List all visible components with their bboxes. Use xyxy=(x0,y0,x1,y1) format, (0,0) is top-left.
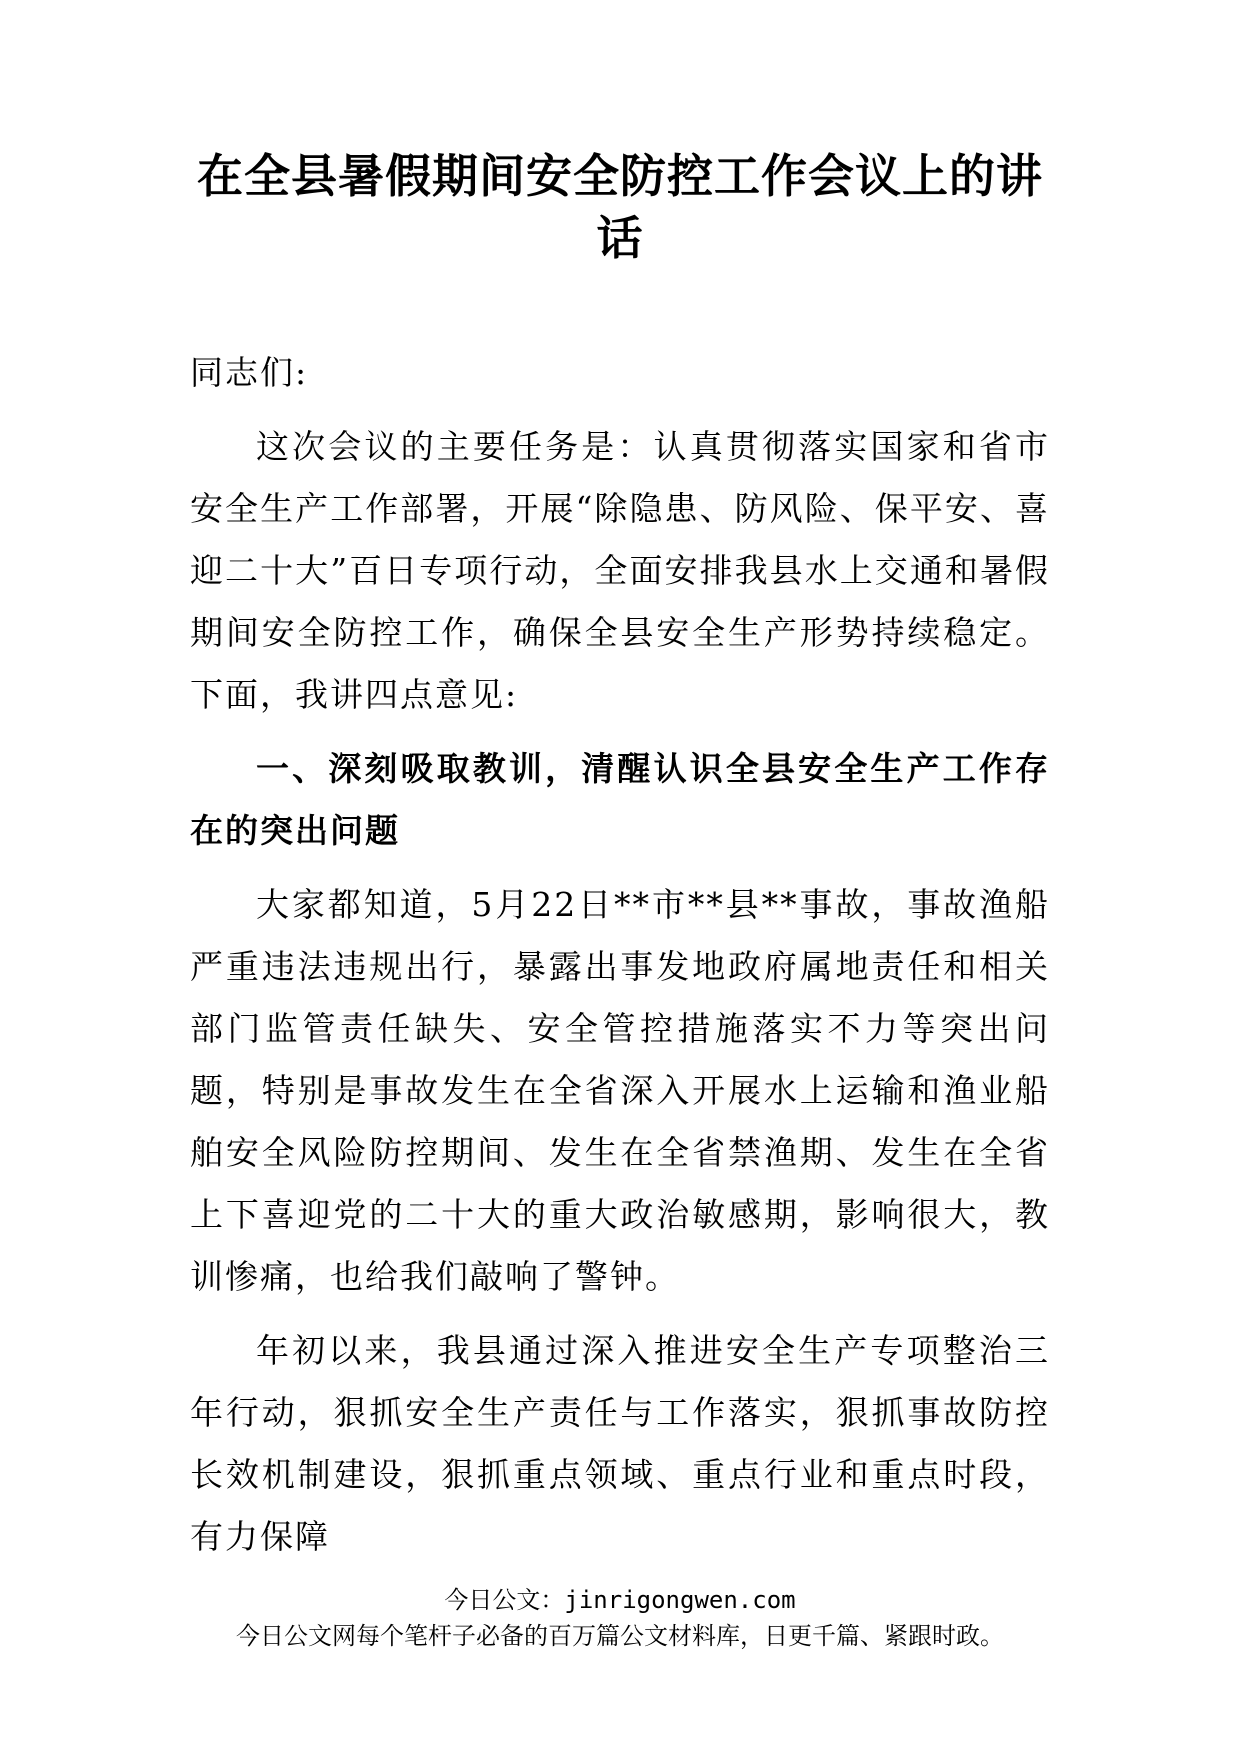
footer-site-label: 今日公文： xyxy=(444,1586,565,1614)
salutation: 同志们: xyxy=(190,353,309,392)
document-body xyxy=(190,342,1050,1580)
section-heading-1: 一、深刻吸取教训，清醒认识全县安全生产工作存在的突出问题 xyxy=(190,749,1050,850)
page-footer xyxy=(0,1582,1240,1654)
footer-slogan: 今日公文网每个笔杆子必备的百万篇公文材料库，日更千篇、紧跟时政。 xyxy=(236,1622,1004,1650)
document-title: 在全县暑假期间安全防控工作会议上的讲话 xyxy=(197,149,1043,265)
paragraph-accident: 大家都知道，5月22日**市**县**事故，事故渔船严重违法违规出行，暴露出事发地政府属地责任和相关部门监管责任缺失、安全管控措施落实不力等突出问题，特别是事故发生在全省深入开展水上运输和渔业船舶安全风险防控期间、发生在全省禁渔期、发生在全省上下喜迎党的二十大的重大政治敏感期，影响很大，教训惨痛，也给我们敲响了警钟。 xyxy=(190,885,1050,1296)
paragraph-progress: 年初以来，我县通过深入推进安全生产专项整治三年行动，狠抓安全生产责任与工作落实，狠抓事故防控长效机制建设，狠抓重点领域、重点行业和重点时段，有力保障 xyxy=(190,1331,1050,1556)
footer-site-line xyxy=(0,1582,1240,1618)
paragraph-intro: 这次会议的主要任务是：认真贯彻落实国家和省市安全生产工作部署，开展“除隐患、防风险、保平安、喜迎二十大”百日专项行动，全面安排我县水上交通和暑假期间安全防控工作，确保全县安全生产形势持续稳定。下面，我讲四点意见: xyxy=(190,427,1050,714)
footer-site-url[interactable]: jinrigongwen.com xyxy=(564,1586,796,1614)
